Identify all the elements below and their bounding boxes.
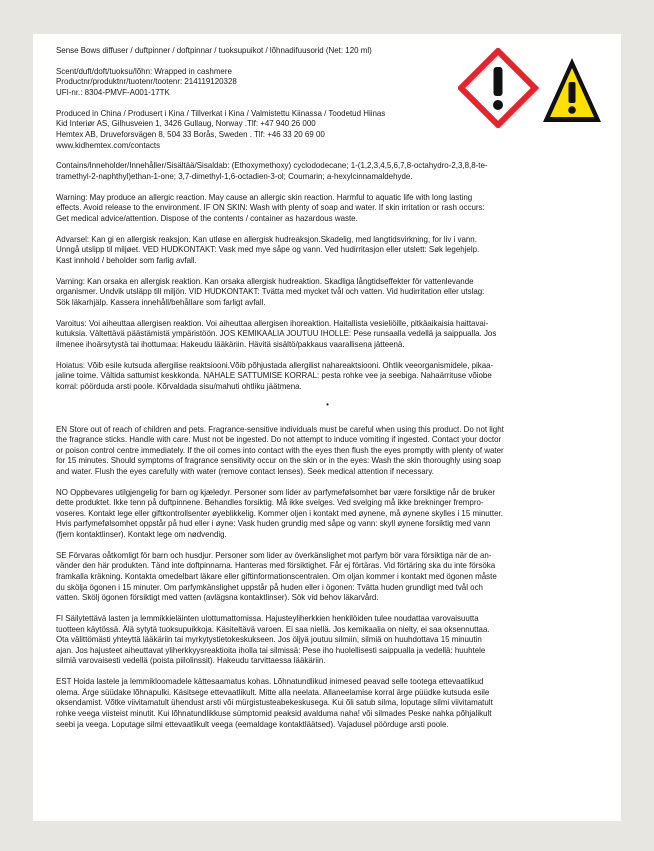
- instructions-no: [56, 488, 599, 541]
- ufi-number: UFI-nr.: 8304-PMVF-A001-17TK: [56, 87, 170, 97]
- warning-se: [56, 277, 599, 309]
- company-se: Hemtex AB, Druveforsvägen 8, 504 33 Borås, Sweden . Tlf: +46 33 20 69 00: [56, 129, 325, 139]
- instruction-line: oksendamist. Võtke viivitamatult ühendust arsti või mürgistusteabekeskusega. Kui õli satub silma, loputage silmi viivitamatult: [56, 698, 493, 708]
- product-line: Sense Bows diffuser / duftpinner / doftpinnar / tuoksupuikot / lõhnadifuusorid (Net: 120 ml): [56, 46, 372, 55]
- exclamation-diamond-icon: [461, 51, 535, 125]
- instruction-line: olema. Ärge süüdake lõhnapulki. Käsitsege ettevaatlikult. Mitte alla neelata. Allaneelamise korral ärge püüdke kutsuda esile: [56, 687, 490, 697]
- warning-line: effects. Avoid release to the environment. IF ON SKIN: Wash with plenty of soap and water. If skin irritation or rash occurs:: [56, 203, 485, 213]
- origin-line: Produced in China / Produsert i Kina / Tillverkat i Kina / Valmistettu Kiinassa / Toodetud Hiinas: [56, 108, 386, 118]
- company-no: Kid Interiør AS, Gilhusveien 1, 3426 Gullaug, Norway .Tlf: +47 940 26 000: [56, 119, 316, 129]
- instructions-fi: [56, 614, 599, 667]
- warning-line: Varoitus: Voi aiheuttaa allergisen reaktion. Voi aiheuttaa allergisen ihoreaktion. Haitallista vesieliöille, pitkäaikaisia haittavai-: [56, 318, 489, 328]
- warning-line: kutuksia. Vältettävä päästämistä ympäristöön. JOS KEMIKAALIA JOUTUU IHOLLE: Pese runsaalla vedellä ja saippualla. Jos: [56, 329, 497, 339]
- instructions-ee: [56, 677, 599, 730]
- warning-line: jaline toime. Vältida sattumist keskkonda. NAHALE SATTUMISE KORRAL: pesta rohke vee ja seebiga. Nahaärrituse võiobe: [56, 371, 492, 381]
- instruction-line: vänder den här produkten. Tänd inte doftpinnarna. Hanteras med försiktighet. Får ej förtäras. Vid förtäring ska du inte försöka: [56, 561, 496, 571]
- hazard-pictograms: [458, 48, 603, 128]
- warning-line: Hoiatus: Võib esile kutsuda allergilise reaktsiooni.Võib põhjustada allergilist nahareaktsiooni. Ohtlik veeorganismidele, pikaa-: [56, 360, 494, 370]
- warning-line: ilmenee ihoärsytystä tai ihottumaa: Hakeudu lääkäriin. Hävitä sisältö/pakkaus vaarallisena jätteenä.: [56, 339, 405, 349]
- warning-line: Unngå utslipp til miljøet. VED HUDKONTAKT: Vask med mye såpe og vann. Ved hudirritasjon eller utslett: Søk legehjelp.: [56, 245, 480, 255]
- instructions-se: [56, 551, 599, 604]
- instruction-line: NO Oppbevares utilgjengelig for barn og kjæledyr. Personer som lider av parfymefølsomhet bør være forsiktige når de bruker: [56, 487, 495, 497]
- warning-line: Varning: Kan orsaka en allergisk reaktion. Kan orsaka allergisk hudreaktion. Skadliga långtidseffekter för vattenlevande: [56, 276, 474, 286]
- warning-no: [56, 235, 599, 267]
- instruction-line: EST Hoida lastele ja lemmikloomadele kättesaamatus kohas. Lõhnatundlikud inimesed peavad selle tootega ettevaatlikud: [56, 677, 484, 687]
- product-number: Productnr/produktnr/tuotenr/tootenr: 214119120328: [56, 77, 237, 87]
- warning-line: Kast innhold / beholder som farlig avfall.: [56, 255, 197, 265]
- instruction-line: EN Store out of reach of children and pets. Fragrance-sensitive individuals must be careful when using this product. Do not light: [56, 424, 504, 434]
- instruction-line: and water. Flush the eyes carefully with water (remove contact lenses). Seek medical attention if necessary.: [56, 466, 434, 476]
- ingredients-line: Contains/Inneholder/Innehåller/Sisältää/Sisaldab: (Ethoxymethoxy) cyclododecane; 1-(1,2,3,4,5,6,7,8-octahydro-2,3,8,8-te-: [56, 161, 488, 171]
- instructions-en: [56, 425, 599, 478]
- instruction-line: SE Förvaras oåtkomligt för barn och husdjur. Personer som lider av överkänslighet mot parfym bör vara försiktiga när de an-: [56, 550, 492, 560]
- instruction-line: vatten. Skölj ögonen försiktigt med vatten (avlägsna kontaktlinser). Sök vid behov läkarvård.: [56, 593, 379, 603]
- contact-url: www.kidhemtex.com/contacts: [56, 140, 161, 150]
- instruction-line: seebi ja veega. Loputage silmi ettevaatlikult veega (eemaldage kontaktläätsed). Vajadusel pöörduge arsti poole.: [56, 719, 449, 729]
- instruction-line: or poison control centre immediately. If the oil comes into contact with the eyes then flush the eyes promptly with plenty of water: [56, 445, 504, 455]
- instruction-line: FI Säilytettävä lasten ja lemmikkieläinten ulottumattomissa. Hajusteyliherkkien henkilöiden tulee noudattaa varovaisuutta: [56, 614, 479, 623]
- warning-fi: [56, 319, 599, 351]
- instruction-line: dette produktet. Ikke tenn på duftpinnene. Behandles forsiktig. Må ikke svelges. Ved svelging må ikke brekninger frempro-: [56, 498, 484, 508]
- ingredients: [56, 161, 599, 182]
- warning-triangle-icon: [543, 58, 601, 122]
- instruction-line: voseres. Kontakt lege eller giftkontrollsenter øyeblikkelig. Kommer oljen i kontakt med øynene, må øynene skylles i 15 minutter.: [56, 508, 503, 518]
- scent-line: Scent/duft/doft/tuoksu/lõhn: Wrapped in cashmere: [56, 66, 232, 76]
- instruction-line: silmiä varovaisesti vedellä (poista piilolinssit). Hakeudu tarvittaessa lääkäriin.: [56, 656, 326, 666]
- warning-line: Advarsel: Kan gi en allergisk reaksjon. Kan utløse en allergisk hudreaksjon.Skadelig, med langtidsvirkning, for liv i vann.: [56, 234, 477, 244]
- warning-en: [56, 193, 599, 225]
- instruction-line: tuotteen käytössä. Älä sytytä tuoksupuikkoja. Käsiteltävä varoen. Ei saa niellä. Jos kemikaalia on nielty, ei saa oksennuttaa.: [56, 624, 490, 634]
- section-separator: •: [326, 399, 329, 409]
- instruction-line: du skölja ögonen i 15 minuter. Om parfymkänslighet uppstår på huden eller i ögonen: Tvätta huden grundligt med tvål och: [56, 582, 483, 592]
- instruction-line: framkalla kräkning. Kontakta omedelbart läkare eller giftinformationscentralen. Om oljan kommer i kontakt med ögonen måste: [56, 572, 497, 582]
- warning-line: Warning: May produce an allergic reaction. May cause an allergic skin reaction. Harmful to aquatic life with long lasting: [56, 192, 473, 202]
- warning-line: Get medical advice/attention. Dispose of the contents / container as hazardous waste.: [56, 213, 358, 223]
- warning-line: korral: pöörduda arsti poole. Kõrvaldada sisu/mahuti ohtliku jäätmena.: [56, 381, 302, 391]
- instruction-line: for 15 minutes. Should symptoms of fragrance sensitivity occur on the skin or in the eyes: Wash the skin thoroughly using soap: [56, 456, 501, 466]
- ingredients-line: tramethyl-2-naphthyl)ethan-1-one; 3,7-dimethyl-1,6-octadien-3-ol; Coumarin; a-hexylcinnamaldehyde.: [56, 171, 413, 181]
- warning-line: organismer. Undvik utsläpp till miljön. VID HUDKONTAKT: Tvätta med mycket tvål och vatten. Vid hudirritation eller utslag:: [56, 287, 485, 297]
- instruction-line: Hvis parfymefølsomhet oppstår på hud eller i øyne: Vask huden grundig med såpe og vann: skyll øynene forsiktig med vann: [56, 519, 491, 529]
- instruction-line: rohke veega viisteist minutit. Kui lõhnatundlikkuse sümptomid peaksid avalduma naha! või silmades Peske nahka põhjalikult: [56, 708, 492, 718]
- warning-ee: [56, 361, 599, 393]
- instruction-line: ajan. Jos hajusteet aiheuttavat yliherkkyysreaktioita iholla tai silmissä: Pese iho huolellisesti saippualla ja vedellä: huuhtele: [56, 645, 486, 655]
- instruction-line: the fragrance sticks. Handle with care. Must not be ingested. Do not attempt to induce vomiting if ingested. Contact your doctor: [56, 435, 502, 445]
- instruction-line: Ota välittömästi yhteyttä lääkäriin tai myrkytystietokeskukseen. Jos öljyä joutuu silmiin, silmiä on huuhdottava 15 minuutin: [56, 635, 482, 645]
- product-label: [33, 34, 621, 821]
- warning-line: Sök läkarhjälp. Kassera innehåll/behållare som farligt avfall.: [56, 297, 266, 307]
- instruction-line: (fjern kontaktlinser). Kontakt lege om nødvendig.: [56, 530, 227, 540]
